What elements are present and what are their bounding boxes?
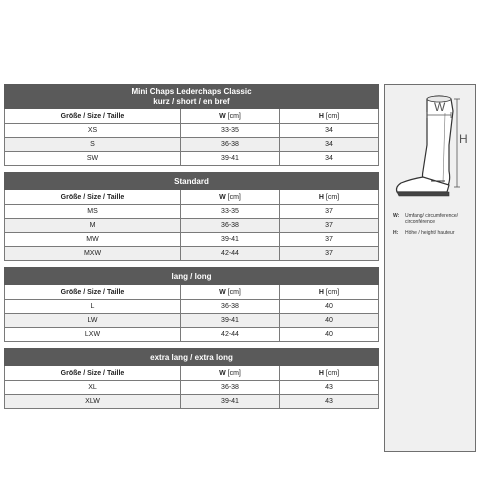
w-cell: 39-41 <box>181 314 280 328</box>
table-row <box>5 152 379 166</box>
measurement-legend <box>393 213 463 241</box>
size-column-header: Größe / Size / Taille <box>5 190 181 205</box>
table-row <box>5 300 379 314</box>
w-cell: 39-41 <box>181 152 280 166</box>
w-header-label: W <box>219 112 226 120</box>
h-column-header <box>280 190 379 205</box>
size-table <box>4 84 379 166</box>
boot-chaps-illustration <box>387 91 473 203</box>
table-row <box>5 314 379 328</box>
w-header-unit: [cm] <box>227 288 241 296</box>
w-cell: 33-35 <box>181 124 280 138</box>
w-cell: 42-44 <box>181 247 280 261</box>
table-title <box>5 85 379 109</box>
legend-text: Höhe / height/ hauteur <box>405 230 455 236</box>
h-header-unit: [cm] <box>325 369 340 377</box>
w-header-unit: [cm] <box>227 369 241 377</box>
size-cell: MXW <box>5 247 181 261</box>
size-column-header: Größe / Size / Taille <box>5 109 181 124</box>
size-cell: XL <box>5 381 181 395</box>
size-cell: MW <box>5 233 181 247</box>
h-cell: 40 <box>280 314 379 328</box>
w-header-unit: [cm] <box>227 193 241 201</box>
table-title-line: Standard <box>174 176 209 186</box>
legend-key: H: <box>393 230 399 236</box>
size-cell: LXW <box>5 328 181 342</box>
h-header-label: H <box>318 112 324 120</box>
h-header-unit: [cm] <box>325 193 340 201</box>
size-table <box>4 172 379 261</box>
w-label: W <box>434 100 446 114</box>
w-header-unit: [cm] <box>227 112 241 120</box>
table-title-row <box>5 85 379 109</box>
table-header-row <box>5 109 379 124</box>
h-cell: 34 <box>280 152 379 166</box>
size-cell: SW <box>5 152 181 166</box>
w-cell: 39-41 <box>181 395 280 409</box>
h-cell: 37 <box>280 233 379 247</box>
h-header-unit: [cm] <box>325 288 340 296</box>
h-cell: 34 <box>280 138 379 152</box>
measurement-diagram-panel <box>384 84 476 452</box>
h-cell: 37 <box>280 247 379 261</box>
size-tables <box>4 84 378 415</box>
w-cell: 36-38 <box>181 381 280 395</box>
table-title-line: extra lang / extra long <box>150 352 233 362</box>
w-column-header <box>181 109 280 124</box>
table-title-row <box>5 268 379 285</box>
w-cell: 36-38 <box>181 300 280 314</box>
size-cell: LW <box>5 314 181 328</box>
table-title <box>5 173 379 190</box>
size-table <box>4 348 379 409</box>
table-row <box>5 205 379 219</box>
h-column-header <box>280 366 379 381</box>
w-header-label: W <box>219 288 226 296</box>
table-title <box>5 268 379 285</box>
table-row <box>5 138 379 152</box>
legend-key: W: <box>393 213 400 219</box>
table-row <box>5 124 379 138</box>
table-title <box>5 349 379 366</box>
h-header-unit: [cm] <box>325 112 340 120</box>
h-column-header <box>280 285 379 300</box>
h-header-label: H <box>318 193 324 201</box>
table-header-row <box>5 366 379 381</box>
table-header-row <box>5 285 379 300</box>
w-column-header <box>181 285 280 300</box>
size-table <box>4 267 379 342</box>
w-cell: 39-41 <box>181 233 280 247</box>
h-cell: 37 <box>280 219 379 233</box>
table-subtitle-line: kurz / short / en bref <box>153 97 230 106</box>
w-header-label: W <box>219 369 226 377</box>
table-row <box>5 395 379 409</box>
size-cell: XS <box>5 124 181 138</box>
h-header-label: H <box>318 288 324 296</box>
table-row <box>5 381 379 395</box>
w-cell: 33-35 <box>181 205 280 219</box>
w-column-header <box>181 190 280 205</box>
h-cell: 43 <box>280 395 379 409</box>
h-cell: 43 <box>280 381 379 395</box>
table-row <box>5 328 379 342</box>
w-cell: 36-38 <box>181 138 280 152</box>
size-cell: MS <box>5 205 181 219</box>
size-cell: XLW <box>5 395 181 409</box>
h-cell: 40 <box>280 328 379 342</box>
table-title-row <box>5 173 379 190</box>
table-title-row <box>5 349 379 366</box>
w-cell: 36-38 <box>181 219 280 233</box>
table-header-row <box>5 190 379 205</box>
size-cell: M <box>5 219 181 233</box>
w-header-label: W <box>219 193 226 201</box>
h-cell: 37 <box>280 205 379 219</box>
size-cell: L <box>5 300 181 314</box>
h-cell: 34 <box>280 124 379 138</box>
table-row <box>5 219 379 233</box>
table-row <box>5 233 379 247</box>
legend-text: Umfang/ circumference/ circonférence <box>405 213 459 225</box>
table-row <box>5 247 379 261</box>
h-cell: 40 <box>280 300 379 314</box>
table-title-line: Mini Chaps Lederchaps Classic <box>131 87 252 96</box>
w-cell: 42-44 <box>181 328 280 342</box>
h-label: H <box>459 132 468 146</box>
h-column-header <box>280 109 379 124</box>
size-column-header: Größe / Size / Taille <box>5 366 181 381</box>
w-column-header <box>181 366 280 381</box>
size-column-header: Größe / Size / Taille <box>5 285 181 300</box>
h-header-label: H <box>318 369 324 377</box>
size-cell: S <box>5 138 181 152</box>
table-title-line: lang / long <box>171 271 212 281</box>
legend-item-w <box>393 213 463 225</box>
legend-item-h <box>393 230 463 236</box>
